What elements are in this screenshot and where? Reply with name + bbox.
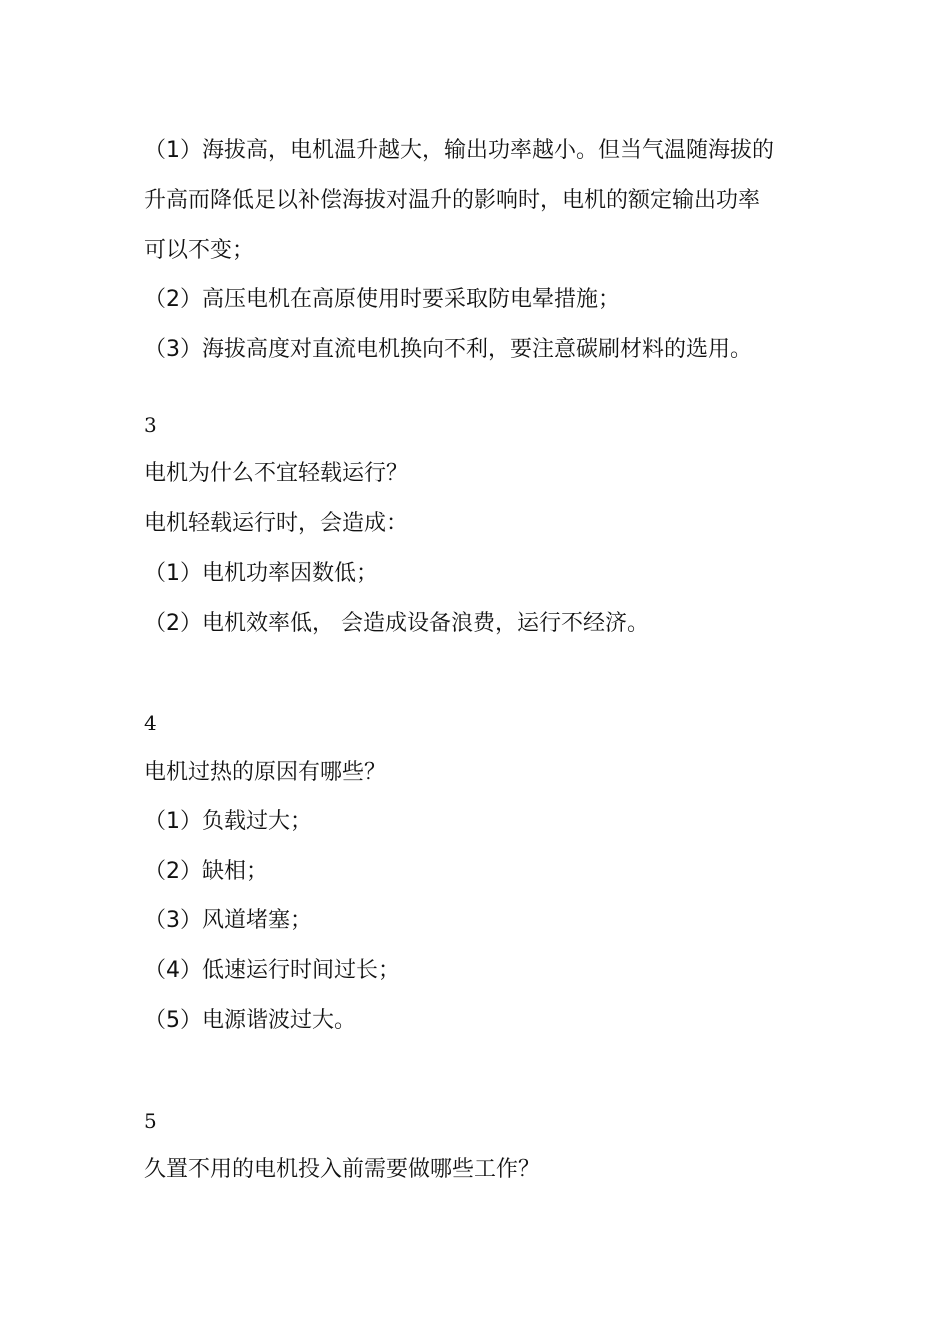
- section-number-3: 3: [144, 413, 157, 437]
- section-number-5: 5: [144, 1109, 157, 1133]
- question-3: 电机为什么不宜轻载运行？: [144, 461, 409, 486]
- answer-3-item-2: （2）电机效率低， 会造成设备浪费，运行不经济。: [144, 611, 649, 636]
- answer-3-item-1: （1）电机功率因数低；: [144, 561, 378, 586]
- answer-4-item-1: （1）负载过大；: [144, 809, 312, 834]
- answer-item-2: （2）高压电机在高原使用时要采取防电晕措施；: [144, 287, 620, 312]
- question-4: 电机过热的原因有哪些？: [144, 760, 387, 785]
- answer-3-intro: 电机轻载运行时，会造成：: [144, 511, 409, 536]
- section-number-4: 4: [144, 711, 157, 735]
- question-5: 久置不用的电机投入前需要做哪些工作？: [144, 1157, 541, 1182]
- answer-4-item-5: （5）电源谐波过大。: [144, 1008, 356, 1033]
- answer-4-item-3: （3）风道堵塞；: [144, 908, 312, 933]
- answer-line-1: （1）海拔高，电机温升越大，输出功率越小。但当气温随海拔的: [144, 138, 774, 163]
- answer-item-3: （3）海拔高度对直流电机换向不利，要注意碳刷材料的选用。: [144, 337, 752, 362]
- answer-line-3: 可以不变；: [144, 238, 255, 263]
- answer-4-item-4: （4）低速运行时间过长；: [144, 958, 400, 983]
- answer-line-2: 升高而降低足以补偿海拔对温升的影响时，电机的额定输出功率: [144, 188, 761, 213]
- answer-4-item-2: （2）缺相；: [144, 859, 268, 884]
